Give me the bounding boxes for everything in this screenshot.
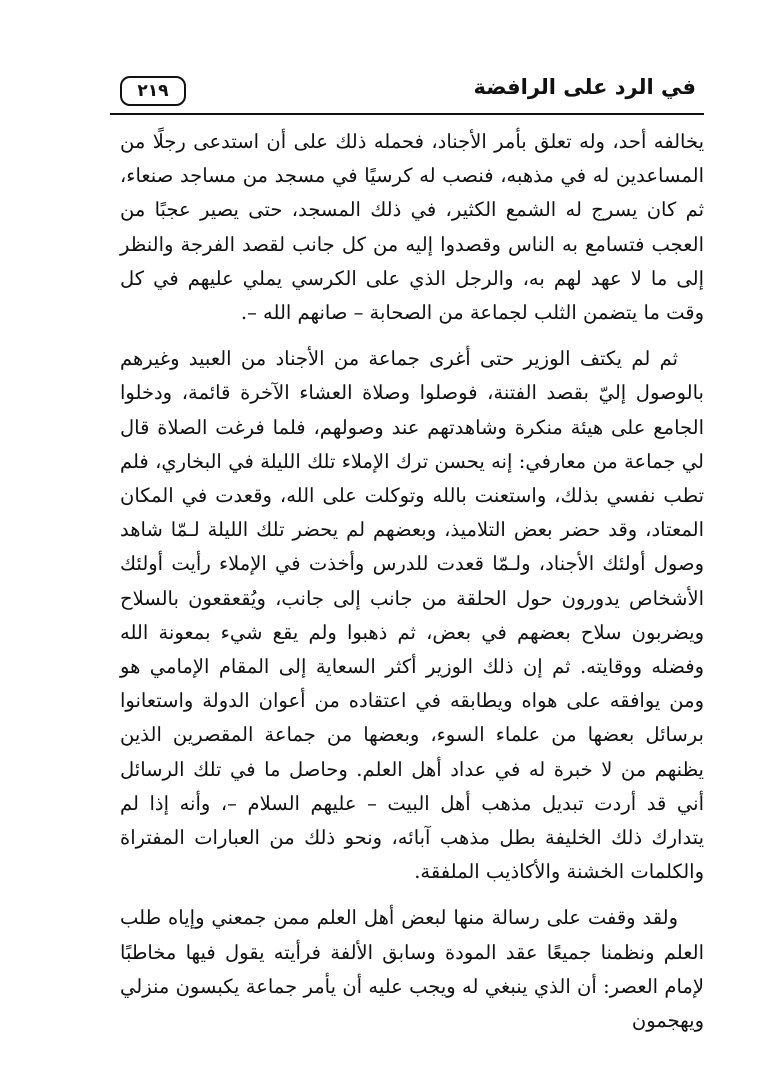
paragraph-1: يخالفه أحد، وله تعلق بأمر الأجناد، فحمله ذلك على أن استدعى رجلًا من المساعدين له في مذهبه، فنصب له كرسيًا في مسجد من مساجد صنعاء، ثم كان يسرج له الشمع الكثير، في ذلك المسجد، حتى يصير عجبًا من العجب فتسامع به الناس وقصدوا إليه من كل جانب لقصد الفرجة والنظر إلى ما لا عهد لهم به، والرجل الذي على الكرسي يملي عليهم في كل وقت ما يتضمن الثلب لجماعة من الصحابة – صانهم الله –. — [120, 130, 704, 325]
body-text — [120, 125, 704, 1038]
header-divider — [110, 113, 704, 115]
page-number: ٢١٩ — [120, 76, 186, 106]
page-header — [110, 70, 696, 110]
paragraph-2: ثم لم يكتف الوزير حتى أغرى جماعة من الأجناد من العبيد وغيرهم بالوصول إليّ بقصد الفتنة، فوصلوا وصلاة العشاء الآخرة قائمة، ودخلوا الجامع على هيئة منكرة وشاهدتهم عند وصولهم، فلما فرغت الصلاة قال لي جماعة من معارفي: إنه يحسن ترك الإملاء تلك الليلة في البخاري، فلم تطب نفسي بذلك، واستعنت بالله وتوكلت على الله، وقعدت في المكان المعتاد، وقد حضر بعض التلاميذ، وبعضهم لم يحضر تلك الليلة لـمّا شاهد وصول أولئك الأجناد، ولـمّا قعدت للدرس وأخذت في الإملاء رأيت أولئك الأشخاص يدورون حول الحلقة من جانب إلى جانب، ويُقعقعون بالسلاح ويضربون سلاح بعضهم في بعض، ثم ذهبوا ولم يقع شيء بمعونة الله وفضله ووقايته. ثم إن ذلك الوزير أكثر السعاية إلى المقام الإمامي هو ومن يوافقه على هواه ويطابقه في اعتقاده من أعوان الدولة واستعانوا برسائل بعضها من علماء السوء، وبعضها من جماعة المقصرين الذين يظنهم من لا خبرة له في عداد أهل العلم. وحاصل ما في تلك الرسائل أني قد أردت تبديل مذهب أهل البيت – عليهم السلام –، وأنه إذا لم يتدارك ذلك الخليفة بطل مذهب آبائه، ونحو ذلك من العبارات المفتراة والكلمات الخشنة والأكاذيب الملفقة. — [120, 347, 704, 884]
paragraph-3: ولقد وقفت على رسالة منها لبعض أهل العلم ممن جمعني وإياه طلب العلم ونظمنا جميعًا عقد المودة وسابق الألفة فرأيته يقول فيها مخاطبًا لإمام العصر: أن الذي ينبغي له ويجب عليه أن يأمر جماعة يكبسون منزلي ويهجمون — [120, 906, 704, 1033]
running-title: في الرد على الرافضة — [473, 75, 696, 99]
